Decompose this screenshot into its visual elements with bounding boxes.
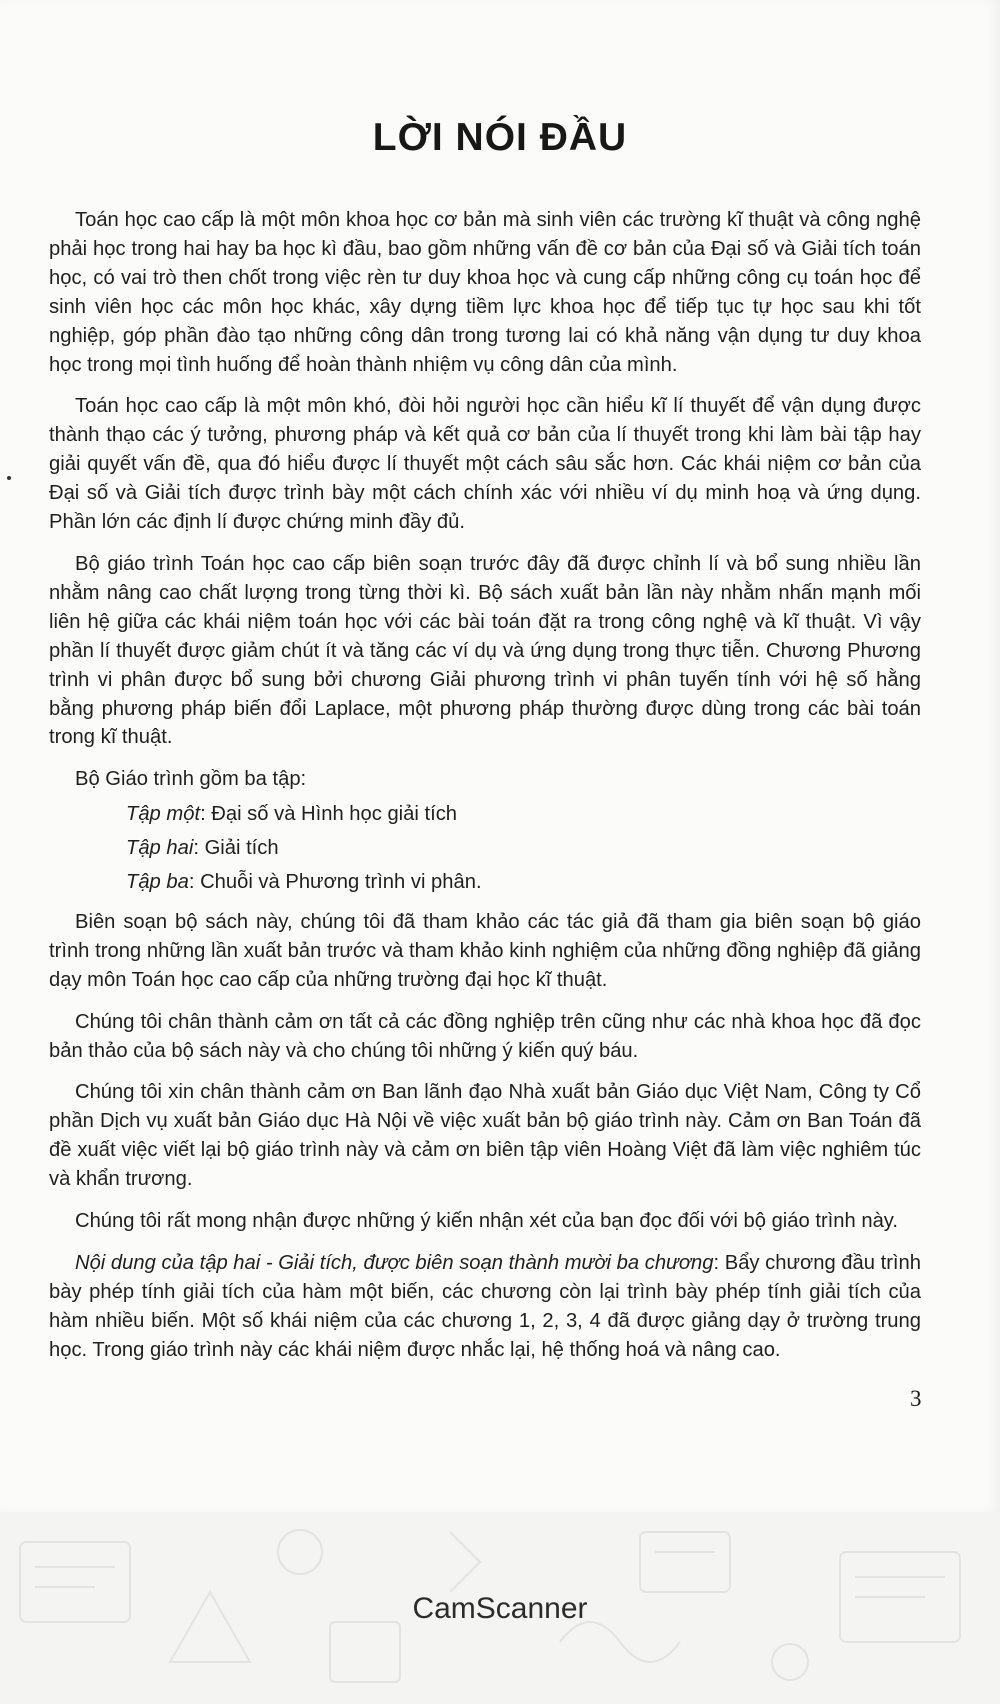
page-title: LỜI NÓI ĐẦU [372, 116, 628, 159]
volume-content-lead: Nội dung của tập hai - Giải tích, được biên soạn thành mười ba chương [75, 1252, 714, 1274]
scanner-footer [0, 1512, 1000, 1704]
paragraph-1: Toán học cao cấp là một môn khoa học cơ bản mà sinh viên các trường kĩ thuật và công nghệ phải học trong hai hay ba học kì đầu, bao gồm những vấn đề cơ bản của Đại số và Giải tích toán học, có vai trò then chốt trong việc rèn tư duy khoa học và cung cấp những công cụ toán học để sinh viên học các môn học khác, xây dựng tiềm lực khoa học để tiếp tục tự học sau khi tốt nghiệp, góp phần đào tạo những công dân trong tương lai có khả năng vận dụng tư duy khoa học trong mọi tình huống để hoàn thành nhiệm vụ công dân của mình. [49, 209, 921, 376]
volume-item: Tập một: Đại số và Hình học giải tích [126, 803, 458, 826]
volume-title: Đại số và Hình học giải tích [211, 803, 458, 826]
paragraph-volume-content [49, 1249, 921, 1365]
paragraph-3: Bộ giáo trình Toán học cao cấp biên soạn trước đây đã được chỉnh lí và bổ sung nhiều lần nhằm nâng cao chất lượng trong từng thời kì. Bộ sách xuất bản lần này nhằm nhấn mạnh mối liên hệ giữa các khái niệm toán học với các bài toán đặt ra trong công nghệ và kĩ thuật. Vì vậy phần lí thuyết được giảm chút ít và tăng các ví dụ và ứng dụng trong thực tiễn. Chương Phương trình vi phân được bổ sung bởi chương Giải phương trình vi phân tuyến tính với hệ số hằng bằng phương pháp biến đổi Laplace, một phương pháp thường được dùng trong các bài toán trong kĩ thuật. [49, 552, 921, 749]
paragraph-2: Toán học cao cấp là một môn khó, đòi hỏi người học cần hiểu kĩ lí thuyết để vận dụng được thành thạo các ý tưởng, phương pháp và kết quả cơ bản của lí thuyết trong khi làm bài tập hay giải quyết vấn đề, qua đó hiểu được lí thuyết một cách sâu sắc hơn. Các khái niệm cơ bản của Đại số và Giải tích được trình bày một cách chính xác với nhiều ví dụ minh hoạ và ứng dụng. Phần lớn các định lí được chứng minh đầy đủ. [49, 395, 921, 534]
paragraph-references: Biên soạn bộ sách này, chúng tôi đã tham khảo các tác giả đã tham gia biên soạn bộ giáo trình trong những lần xuất bản trước và tham khảo kinh nghiệm của những đồng nghiệp đã giảng dạy môn Toán học cao cấp của những trường đại học kĩ thuật. [49, 910, 921, 991]
volume-item: Tập hai: Giải tích [126, 837, 279, 860]
volume-title: Giải tích [204, 837, 279, 860]
scan-speck [7, 476, 11, 480]
page-number: 3 [910, 1386, 922, 1411]
preface-body [49, 206, 921, 1378]
volume-item: Tập ba: Chuỗi và Phương trình vi phân. [126, 871, 482, 894]
volume-name: Tập ba [126, 871, 189, 894]
paragraph-feedback: Chúng tôi rất mong nhận được những ý kiến nhận xét của bạn đọc đối với bộ giáo trình này. [75, 1210, 899, 1233]
paragraph-thanks-publisher: Chúng tôi xin chân thành cảm ơn Ban lãnh đạo Nhà xuất bản Giáo dục Việt Nam, Công ty Cổ phần Dịch vụ xuất bản Giáo dục Hà Nội về việc xuất bản bộ giáo trình này. Cảm ơn Ban Toán đã đề xuất việc viết lại bộ giáo trình này và cảm ơn biên tập viên Hoàng Việt đã làm việc nghiêm túc và khẩn trương. [49, 1081, 921, 1191]
volume-name: Tập hai [126, 837, 194, 860]
camscanner-watermark: CamScanner [412, 1592, 588, 1625]
volume-title: Chuỗi và Phương trình vi phân. [200, 871, 482, 894]
volumes-intro: Bộ Giáo trình gồm ba tập: [75, 768, 307, 791]
paragraph-thanks-colleagues: Chúng tôi chân thành cảm ơn tất cả các đồng nghiệp trên cũng như các nhà khoa học đã đọc bản thảo của bộ sách này và cho chúng tôi những ý kiến quý báu. [49, 1010, 921, 1062]
volume-content-text: : Bẩy chương đầu trình bày phép tính giải tích của hàm một biến, các chương còn lại trình bày phép tính giải tích của hàm nhiều biến. Một số khái niệm của các chương 1, 2, 3, 4 đã được giảng dạy ở trường trung học. Trong giáo trình này các khái niệm được nhắc lại, hệ thống hoá và nâng cao. [49, 1252, 921, 1361]
volume-name: Tập một [126, 803, 201, 826]
